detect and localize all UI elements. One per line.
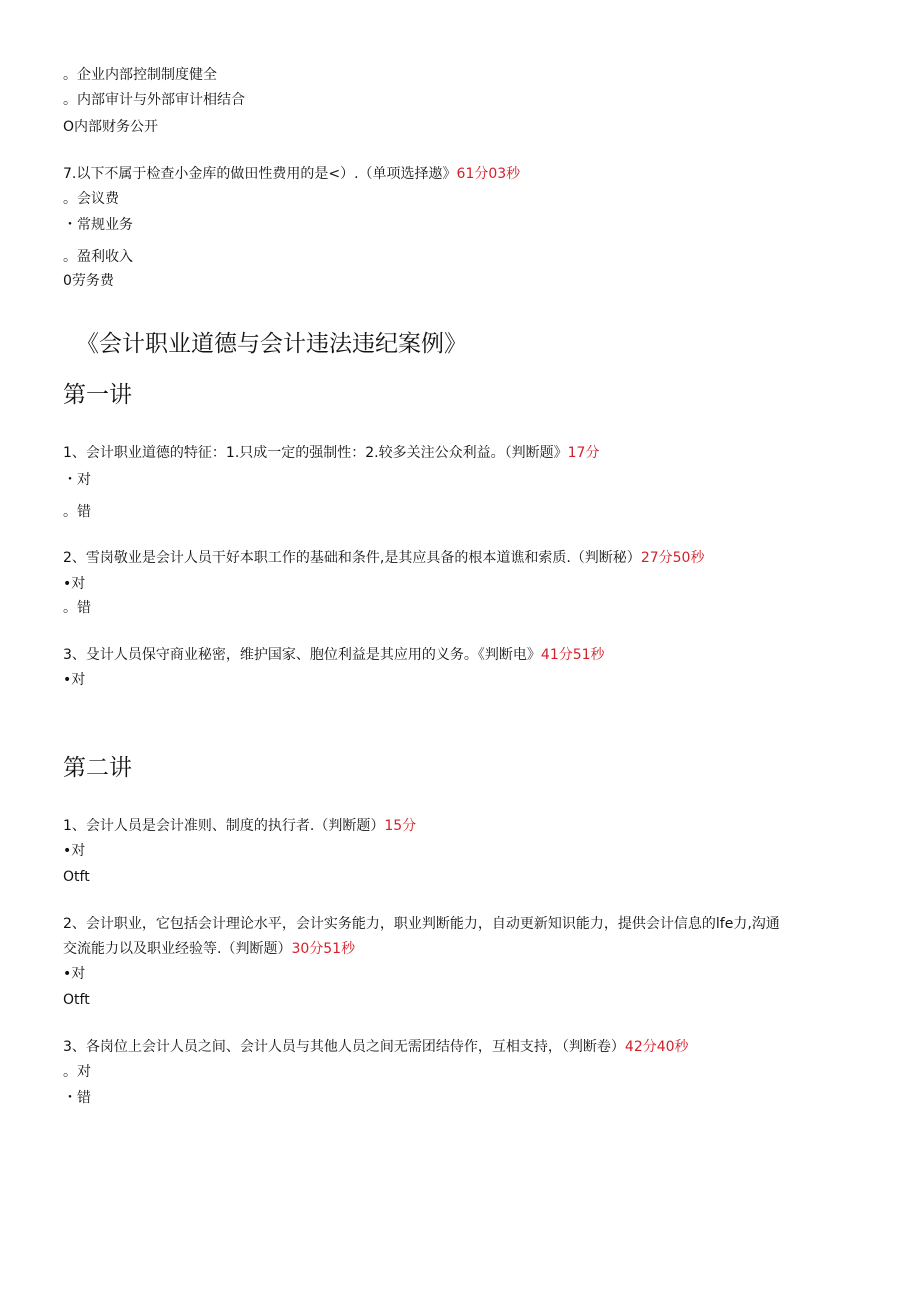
- l2-q1-option-2: Otft: [63, 869, 90, 885]
- document-title: 《会计职业道德与会计违法违纪案例》: [76, 331, 467, 357]
- l2-question-2-line-2: [63, 940, 355, 958]
- l2-q3-option-2: ・错: [63, 1090, 91, 1106]
- l1-q1-text: 1、会计职业道德的特征：1.只成一定的强制性：2.较多关注公众利益。（判断题》: [63, 445, 568, 461]
- l1-q1-option-2: 。错: [63, 504, 91, 520]
- l2-q3-option-1: 。对: [63, 1064, 91, 1080]
- q7-option-3: 。盈利收入: [63, 249, 133, 265]
- l1-q2-option-2: 。错: [63, 600, 91, 616]
- q7-option-2: ・常规业务: [63, 217, 133, 233]
- top-option-1: 。企业内部控制制度健全: [63, 67, 217, 83]
- l2-q2-text: 交流能力以及职业经验等.（判断题）: [63, 941, 292, 957]
- lecture-1-heading: 第一讲: [63, 382, 132, 408]
- top-option-2: 。内部审计与外部审计相结合: [63, 92, 245, 108]
- question-7-text: 7.以下不属于检查小金库的做田性费用的是<）.（单项选择遨》: [63, 166, 457, 182]
- l2-question-3: [63, 1038, 689, 1056]
- l2-q3-text: 3、各岗位上会计人员之间、会计人员与其他人员之间无需团结侍作，互相支持，（判断卷）: [63, 1039, 625, 1055]
- l1-q2-time: 27分50秒: [640, 550, 705, 566]
- l2-q1-option-1: •对: [63, 843, 86, 859]
- l1-q3-option-1: •对: [63, 672, 86, 688]
- l1-question-2: [63, 549, 704, 567]
- l2-q2-option-2: Otft: [63, 992, 90, 1008]
- l2-q3-time: 42分40秒: [624, 1039, 689, 1055]
- l1-q2-option-1: •对: [63, 576, 86, 592]
- l1-question-3: [63, 646, 605, 664]
- question-7-time: 61分03秒: [456, 166, 521, 182]
- l2-q2-time: 30分51秒: [291, 941, 356, 957]
- lecture-2-heading: 第二讲: [63, 755, 132, 781]
- l2-q2-option-1: •对: [63, 966, 86, 982]
- l1-q2-text: 2、雪岗敬业是会计人员干好本职工作的基础和条件,是其应具备的根本道谯和索质.（判断秘）: [63, 550, 641, 566]
- l1-q3-text: 3、殳计人员保守商业秘密，维护国家、胞位利益是其应用的义务。《判断电》: [63, 647, 541, 663]
- l2-question-2-line-1: 2、会计职业，它包括会计理论水平，会计实务能力，职业判断能力，自动更新知识能力，提供会计信息的lfe力,沟通: [63, 916, 780, 932]
- l2-question-1: [63, 817, 416, 835]
- l1-question-1: [63, 444, 599, 462]
- question-7: [63, 165, 520, 183]
- l2-q1-time: 15分: [384, 818, 417, 834]
- l1-q1-time: 17分: [567, 445, 600, 461]
- l1-q3-time: 41分51秒: [540, 647, 605, 663]
- l1-q1-option-1: ・对: [63, 472, 91, 488]
- l2-q1-text: 1、会计人员是会计准则、制度的执行者.（判断题）: [63, 818, 385, 834]
- top-option-3: O内部财务公开: [63, 119, 159, 135]
- q7-option-1: 。会议费: [63, 191, 119, 207]
- q7-option-4: 0劳务费: [63, 273, 114, 289]
